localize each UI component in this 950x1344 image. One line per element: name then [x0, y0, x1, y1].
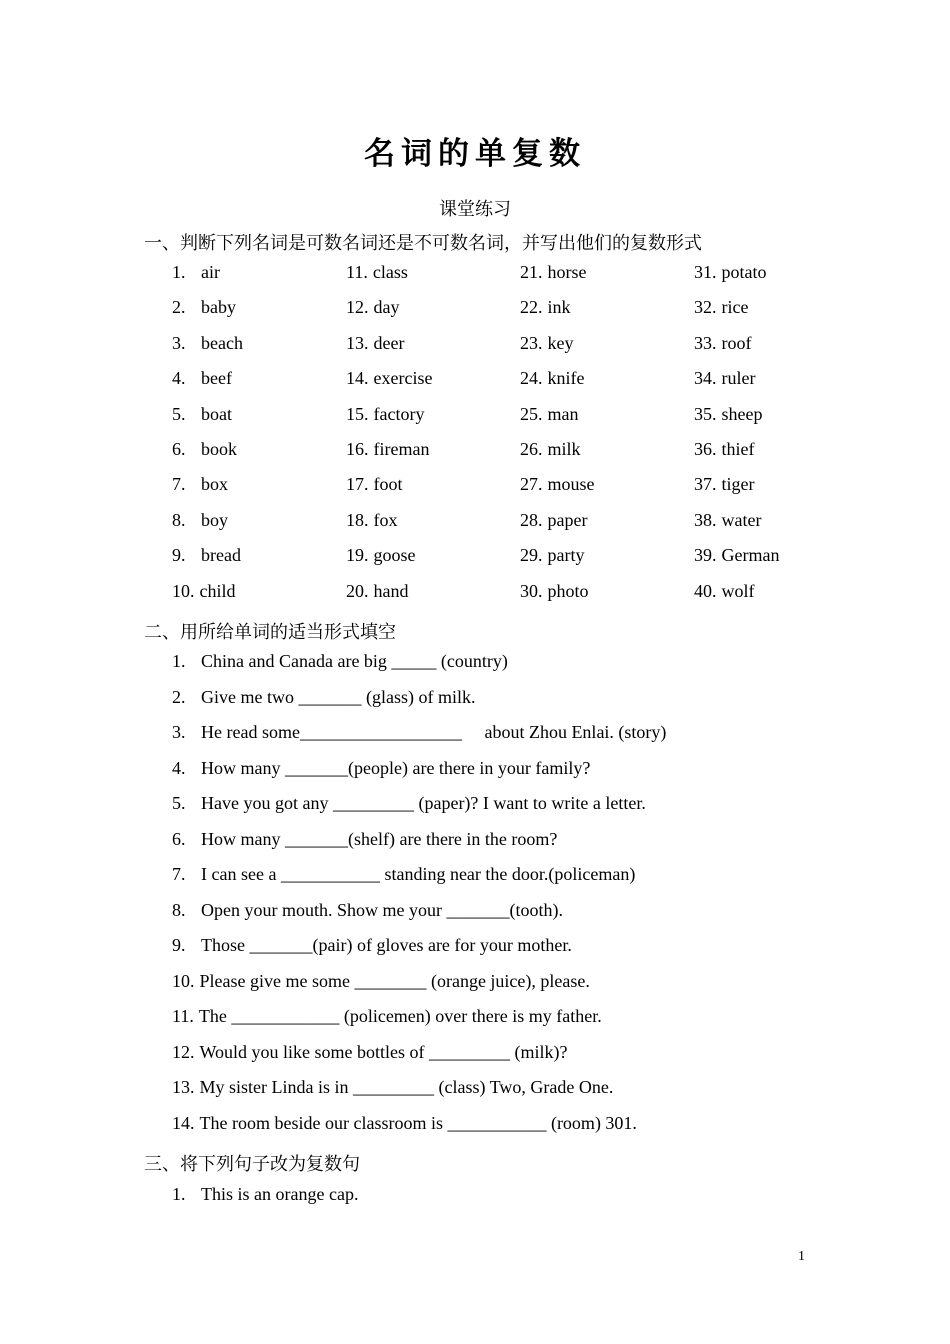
exercise-number: 4.: [172, 757, 186, 778]
word-number: 39.: [694, 545, 717, 566]
word-number: 11.: [346, 262, 368, 282]
word-number: 38.: [694, 509, 717, 530]
exercise-item: [172, 687, 852, 723]
word-text: book: [201, 438, 237, 459]
exercise-number: 13.: [172, 1077, 195, 1097]
page-number: 1: [798, 1249, 805, 1264]
exercise-number: 2.: [172, 686, 186, 707]
word-grid-row: [172, 545, 872, 580]
word-text: child: [199, 580, 236, 601]
word-grid-row: [172, 262, 872, 297]
word-item: [346, 333, 404, 354]
word-text: potato: [721, 262, 767, 282]
word-text: party: [547, 545, 585, 566]
word-number: 8.: [172, 509, 186, 530]
word-number: 21.: [520, 262, 543, 282]
word-item: [172, 474, 228, 495]
word-number: 24.: [520, 368, 543, 389]
word-item: [520, 262, 587, 283]
word-text: exercise: [373, 368, 433, 389]
word-number: 13.: [346, 332, 369, 353]
word-item: [172, 368, 232, 389]
word-number: 30.: [520, 580, 543, 601]
word-number: 36.: [694, 438, 717, 459]
word-text: fox: [373, 509, 398, 530]
word-text: boat: [201, 403, 232, 424]
word-number: 7.: [172, 474, 186, 495]
exercise-text: This is an orange cap.: [201, 1184, 359, 1204]
plural-sentence-list: [172, 1184, 852, 1220]
word-number: 29.: [520, 545, 543, 566]
word-number: 28.: [520, 509, 543, 530]
exercise-item: [172, 829, 852, 865]
word-item: [172, 439, 237, 460]
word-number: 27.: [520, 474, 543, 495]
word-text: day: [373, 297, 400, 318]
word-text: water: [721, 509, 762, 530]
word-text: beef: [201, 368, 232, 389]
word-item: [694, 368, 755, 389]
exercise-text: Please give me some ________ (orange juice), please.: [199, 970, 590, 991]
exercise-item: [172, 722, 852, 758]
exercise-number: 5.: [172, 793, 186, 813]
word-grid-row: [172, 297, 872, 332]
word-grid-row: [172, 333, 872, 368]
word-number: 16.: [346, 438, 369, 459]
word-grid-row: [172, 439, 872, 474]
word-text: bread: [201, 545, 241, 566]
word-item: [694, 297, 748, 318]
exercise-item: [172, 1042, 852, 1078]
exercise-item: [172, 1077, 852, 1113]
word-item: [172, 581, 236, 602]
word-text: factory: [373, 403, 425, 424]
exercise-text: Open your mouth. Show me your _______(tooth).: [201, 899, 563, 920]
word-item: [520, 545, 584, 566]
exercise-text: Would you like some bottles of _________ (milk)?: [199, 1041, 568, 1062]
word-text: rice: [721, 297, 749, 318]
exercise-item: [172, 864, 852, 900]
word-text: goose: [373, 545, 416, 566]
word-number: 34.: [694, 368, 717, 389]
word-number: 31.: [694, 262, 717, 282]
page-title: 名词的单复数: [364, 136, 586, 172]
exercise-item: [172, 1006, 852, 1042]
exercise-text: The ____________ (policemen) over there is my father.: [198, 1006, 602, 1026]
word-text: German: [721, 545, 780, 566]
exercise-text: Those _______(pair) of gloves are for your mother.: [201, 935, 572, 955]
exercise-number: 1.: [172, 1184, 186, 1204]
word-text: baby: [201, 297, 236, 318]
exercise-text: He read some__________________ about Zhou Enlai. (story): [201, 722, 667, 742]
word-item: [346, 545, 416, 566]
word-item: [694, 262, 767, 283]
word-grid: [172, 262, 872, 616]
word-item: [694, 545, 779, 566]
word-item: [694, 439, 755, 460]
word-item: [520, 297, 571, 318]
word-text: tiger: [721, 474, 755, 495]
word-item: [172, 545, 241, 566]
word-number: 22.: [520, 297, 543, 318]
word-number: 23.: [520, 332, 543, 353]
word-text: hand: [373, 580, 409, 601]
exercise-text: The room beside our classroom is ___________ (room) 301.: [199, 1112, 637, 1133]
section-2-heading: 二、用所给单词的适当形式填空: [144, 622, 396, 643]
word-number: 5.: [172, 403, 186, 424]
exercise-number: 1.: [172, 651, 186, 671]
exercise-number: 8.: [172, 899, 186, 920]
word-item: [694, 474, 755, 495]
exercise-item: [172, 793, 852, 829]
word-text: sheep: [721, 403, 763, 424]
word-text: wolf: [721, 580, 755, 601]
word-item: [346, 404, 424, 425]
word-item: [694, 581, 755, 602]
word-number: 6.: [172, 438, 186, 459]
word-text: fireman: [373, 438, 430, 459]
word-text: milk: [547, 438, 581, 459]
exercise-number: 9.: [172, 935, 186, 955]
word-number: 14.: [346, 368, 369, 389]
word-text: air: [201, 262, 220, 282]
word-text: box: [201, 474, 228, 495]
fill-blank-list: [172, 651, 852, 1148]
word-item: [694, 404, 762, 425]
word-item: [520, 368, 584, 389]
word-number: 17.: [346, 474, 369, 495]
word-number: 26.: [520, 438, 543, 459]
exercise-text: I can see a ___________ standing near the door.(policeman): [201, 864, 636, 884]
word-item: [346, 474, 403, 495]
word-item: [346, 262, 408, 283]
word-number: 4.: [172, 368, 186, 389]
word-number: 19.: [346, 545, 369, 566]
word-text: deer: [373, 332, 405, 353]
word-number: 12.: [346, 297, 369, 318]
word-number: 3.: [172, 332, 186, 353]
word-text: roof: [721, 332, 752, 353]
word-number: 20.: [346, 580, 369, 601]
word-item: [346, 297, 400, 318]
word-number: 10.: [172, 580, 195, 601]
word-item: [172, 297, 236, 318]
word-text: photo: [547, 580, 589, 601]
word-grid-row: [172, 474, 872, 509]
word-number: 32.: [694, 297, 717, 318]
word-number: 1.: [172, 262, 186, 282]
word-item: [520, 333, 574, 354]
word-text: ink: [547, 297, 571, 318]
exercise-number: 3.: [172, 722, 186, 742]
word-item: [520, 439, 581, 460]
exercise-item: [172, 935, 852, 971]
exercise-text: My sister Linda is in _________ (class) Two, Grade One.: [199, 1077, 614, 1097]
word-text: paper: [547, 509, 588, 530]
word-number: 2.: [172, 297, 186, 318]
word-text: thief: [721, 438, 755, 459]
word-number: 15.: [346, 403, 369, 424]
word-item: [172, 404, 232, 425]
exercise-text: How many _______(shelf) are there in the room?: [201, 828, 558, 849]
page-subtitle: 课堂练习: [439, 199, 511, 220]
exercise-item: [172, 971, 852, 1007]
word-text: beach: [201, 332, 243, 353]
word-item: [694, 510, 761, 531]
word-item: [346, 510, 398, 531]
word-grid-row: [172, 581, 872, 616]
word-text: mouse: [547, 474, 595, 495]
word-number: 37.: [694, 474, 717, 495]
word-text: horse: [547, 262, 587, 282]
word-text: foot: [373, 474, 403, 495]
word-text: ruler: [721, 368, 756, 389]
exercise-number: 11.: [172, 1006, 194, 1026]
word-text: boy: [201, 509, 228, 530]
exercise-number: 10.: [172, 970, 195, 991]
word-number: 9.: [172, 545, 186, 566]
word-item: [346, 368, 432, 389]
word-number: 18.: [346, 509, 369, 530]
word-text: man: [547, 403, 579, 424]
exercise-text: How many _______(people) are there in your family?: [201, 757, 591, 778]
word-text: key: [547, 332, 574, 353]
word-grid-row: [172, 510, 872, 545]
exercise-item: [172, 900, 852, 936]
exercise-number: 14.: [172, 1112, 195, 1133]
section-3-heading: 三、将下列句子改为复数句: [144, 1154, 360, 1175]
section-1-heading: 一、判断下列名词是可数名词还是不可数名词，并写出他们的复数形式: [144, 233, 702, 254]
exercise-number: 6.: [172, 828, 186, 849]
exercise-text: Give me two _______ (glass) of milk.: [201, 686, 476, 707]
word-item: [520, 404, 579, 425]
word-item: [346, 439, 429, 460]
word-text: knife: [547, 368, 585, 389]
word-number: 25.: [520, 403, 543, 424]
word-item: [520, 581, 589, 602]
exercise-item: [172, 1113, 852, 1149]
exercise-item: [172, 1184, 852, 1220]
exercise-item: [172, 651, 852, 687]
exercise-number: 7.: [172, 864, 186, 884]
word-number: 40.: [694, 580, 717, 601]
exercise-text: China and Canada are big _____ (country): [201, 651, 508, 671]
word-number: 35.: [694, 403, 717, 424]
exercise-number: 12.: [172, 1041, 195, 1062]
word-item: [694, 333, 752, 354]
word-item: [346, 581, 409, 602]
word-grid-row: [172, 368, 872, 403]
word-item: [520, 474, 595, 495]
word-text: class: [372, 262, 408, 282]
word-item: [172, 510, 228, 531]
exercise-item: [172, 758, 852, 794]
word-grid-row: [172, 404, 872, 439]
word-item: [172, 333, 243, 354]
word-item: [172, 262, 220, 283]
word-item: [520, 510, 587, 531]
word-number: 33.: [694, 332, 717, 353]
exercise-text: Have you got any _________ (paper)? I want to write a letter.: [201, 793, 646, 813]
